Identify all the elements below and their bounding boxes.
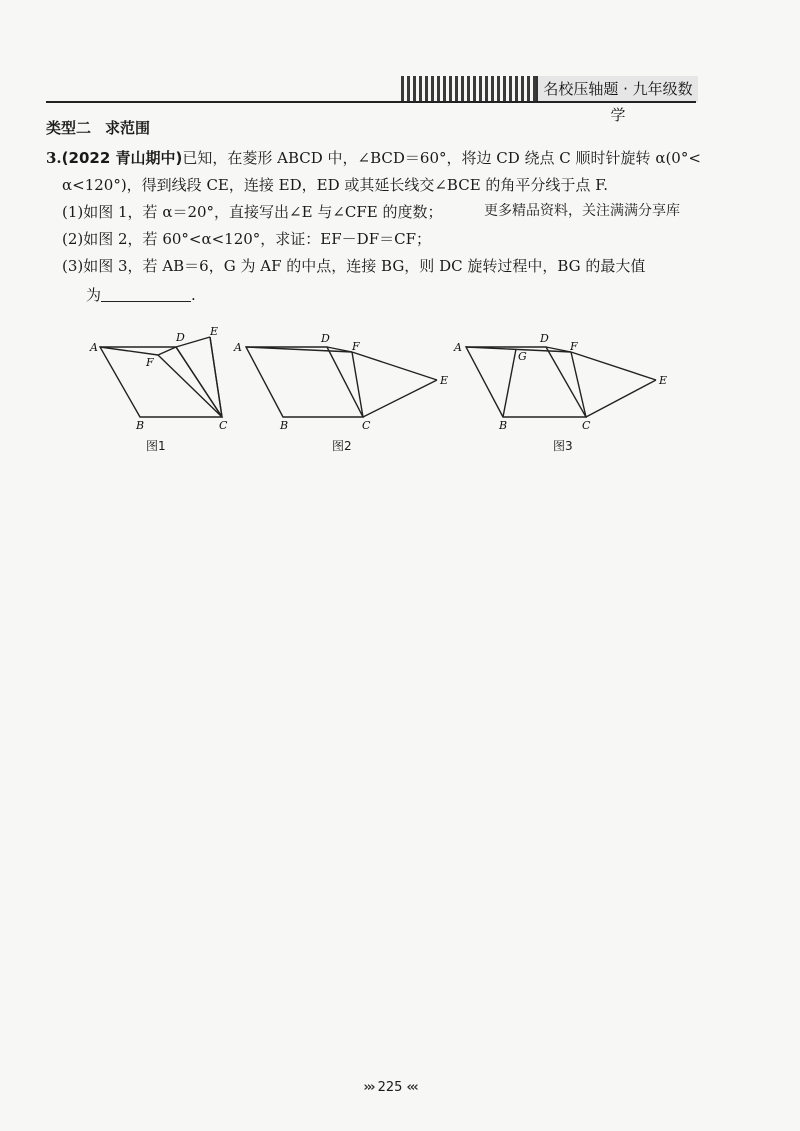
label-b: B <box>136 419 145 432</box>
question-part-1: (1)如图 1，若 α＝20°，直接写出∠E 与∠CFE 的度数； <box>62 203 443 221</box>
question-number: 3. <box>46 149 62 167</box>
label-e: E <box>659 374 668 387</box>
question-part-3: (3)如图 3，若 AB＝6，G 为 AF 的中点，连接 BG，则 DC 旋转过程中，BG 的最大值 <box>62 257 646 275</box>
answer-blank <box>101 287 191 302</box>
segment-af <box>100 347 158 355</box>
question-part-2: (2)如图 2，若 60°<α<120°，求证：EF－DF＝CF； <box>62 230 431 248</box>
label-d: D <box>321 332 330 345</box>
segment-ec <box>586 380 656 417</box>
question-text-1: 已知，在菱形 ABCD 中，∠BCD＝60°，将边 CD 绕点 C 顺时针旋转 α(0°< <box>182 149 701 167</box>
label-e: E <box>440 374 449 387</box>
label-g: G <box>518 350 527 363</box>
question-line-1 <box>46 147 701 168</box>
label-a: A <box>454 341 462 354</box>
footer-left-arrows: ››› <box>363 1080 374 1095</box>
footer-right-arrows: ‹‹‹ <box>406 1080 417 1095</box>
figure-2-caption: 图2 <box>332 439 352 453</box>
label-c: C <box>582 419 591 432</box>
segment-df <box>158 347 176 355</box>
question-part-3-answer <box>86 284 196 305</box>
label-f: F <box>146 356 154 369</box>
question-line-2: α<120°)，得到线段 CE，连接 ED，ED 或其延长线交∠BCE 的角平分线于点 F. <box>62 176 609 194</box>
label-d: D <box>176 331 185 344</box>
side-note: 更多精品资料，关注满满分享库 <box>484 203 680 219</box>
segment-ec <box>363 380 437 417</box>
label-c: C <box>362 419 371 432</box>
segment-dc <box>176 347 222 417</box>
answer-suffix: . <box>191 286 196 304</box>
segment-cf <box>571 352 586 417</box>
header-stripes <box>401 76 536 102</box>
section-name: 求范围 <box>105 119 151 137</box>
label-a: A <box>90 341 98 354</box>
figure-3-diagram <box>446 320 676 432</box>
figure-2-diagram <box>228 320 453 432</box>
label-b: B <box>280 419 289 432</box>
segment-bg <box>503 349 516 417</box>
label-f: F <box>352 340 360 353</box>
page-number: 225 <box>377 1080 403 1095</box>
segment-fe <box>571 352 656 380</box>
figure-1-diagram <box>88 320 238 432</box>
label-e: E <box>210 325 219 338</box>
figure-1-caption: 图1 <box>146 439 166 453</box>
segment-ec <box>210 337 222 417</box>
question-source: (2022 青山期中) <box>61 149 183 167</box>
section-type: 类型二 <box>46 119 92 137</box>
page-footer <box>340 1080 440 1095</box>
rhombus-shape <box>246 347 363 417</box>
answer-prefix: 为 <box>86 286 102 304</box>
label-d: D <box>540 332 549 345</box>
label-a: A <box>234 341 242 354</box>
segment-fe <box>352 352 437 380</box>
header-title: 名校压轴题 · 九年级数学 <box>536 76 698 102</box>
figure-3-caption: 图3 <box>553 439 573 453</box>
header-rule <box>46 101 696 103</box>
label-b: B <box>499 419 508 432</box>
label-c: C <box>219 419 228 432</box>
segment-cf <box>158 355 222 417</box>
page-header <box>46 76 696 124</box>
section-title <box>46 117 150 138</box>
label-f: F <box>570 340 578 353</box>
